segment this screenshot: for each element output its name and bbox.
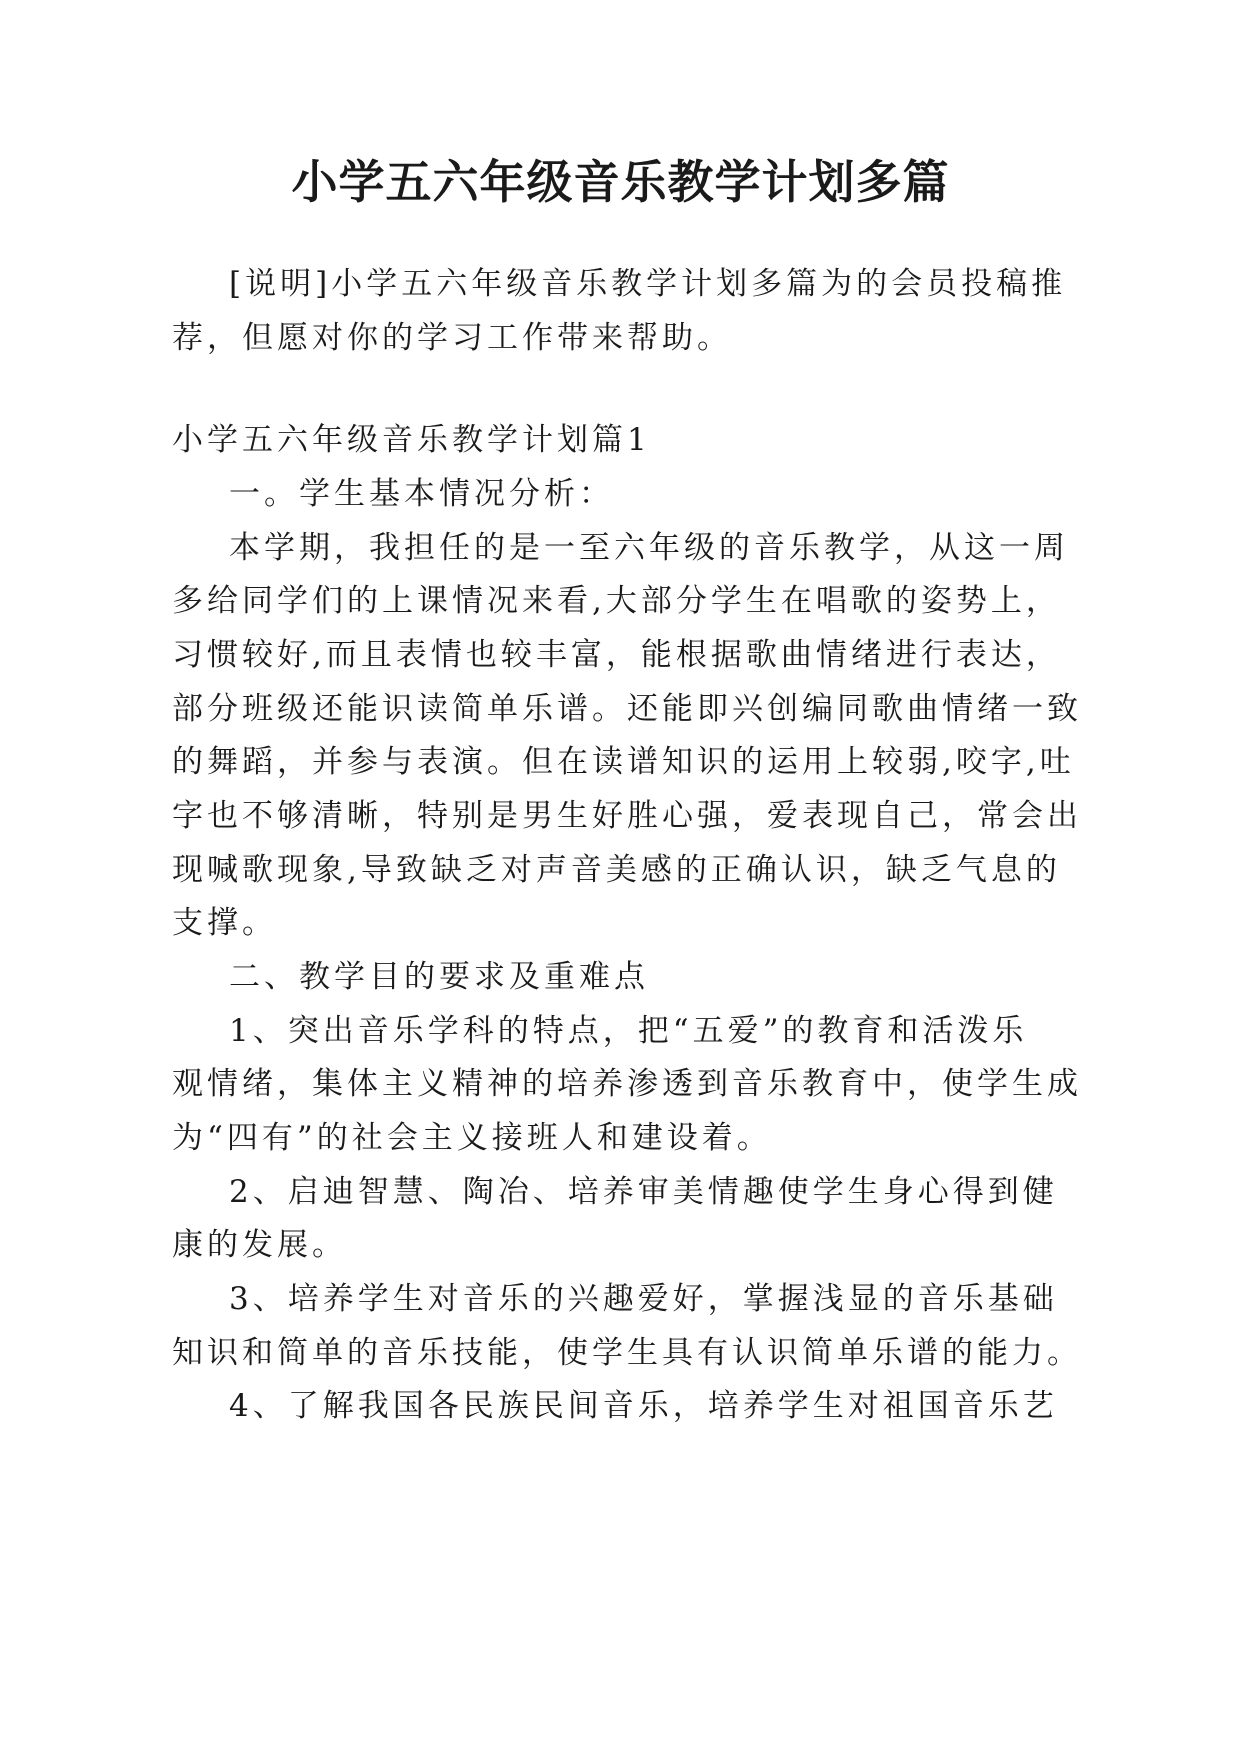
paragraph-line: 观情绪，集体主义精神的培养渗透到音乐教育中，使学生成: [172, 1066, 1082, 1102]
paragraph-line: 知识和简单的音乐技能，使学生具有认识简单乐谱的能力。: [172, 1335, 1082, 1371]
paragraph-line: 字也不够清晰，特别是男生好胜心强，爱表现自己，常会出: [172, 798, 1082, 834]
paragraph-line: 现喊歌现象,导致缺乏对声音美感的正确认识，缺乏气息的: [172, 852, 1061, 888]
section-heading: 小学五六年级音乐教学计划篇1: [172, 422, 651, 458]
paragraph-line: 4、了解我国各民族民间音乐，培养学生对祖国音乐艺: [229, 1388, 1058, 1424]
intro-line-1: [说明]小学五六年级音乐教学计划多篇为的会员投稿推: [229, 266, 1067, 302]
intro-line-2: 荐，但愿对你的学习工作带来帮助。: [172, 320, 732, 356]
paragraph-line: 1、突出音乐学科的特点，把“五爱”的教育和活泼乐: [229, 1013, 1028, 1049]
paragraph-line: 2、启迪智慧、陶冶、培养审美情趣使学生身心得到健: [229, 1174, 1058, 1210]
subheading-2: 二、教学目的要求及重难点: [229, 959, 649, 995]
paragraph-line: 支撑。: [172, 905, 277, 941]
paragraph-line: 部分班级还能识读简单乐谱。还能即兴创编同歌曲情绪一致: [172, 691, 1082, 727]
subheading-1: 一。学生基本情况分析：: [229, 476, 614, 512]
paragraph-line: 本学期，我担任的是一至六年级的音乐教学，从这一周: [229, 530, 1069, 566]
paragraph-line: 习惯较好,而且表情也较丰富，能根据歌曲情绪进行表达，: [172, 637, 1061, 673]
document-title: 小学五六年级音乐教学计划多篇: [291, 155, 950, 209]
paragraph-line: 3、培养学生对音乐的兴趣爱好，掌握浅显的音乐基础: [229, 1281, 1058, 1317]
paragraph-line: 的舞蹈，并参与表演。但在读谱知识的运用上较弱,咬字,吐: [172, 744, 1075, 780]
paragraph-line: 康的发展。: [172, 1227, 347, 1263]
paragraph-line: 多给同学们的上课情况来看,大部分学生在唱歌的姿势上，: [172, 583, 1061, 619]
paragraph-line: 为“四有”的社会主义接班人和建设着。: [172, 1120, 772, 1156]
